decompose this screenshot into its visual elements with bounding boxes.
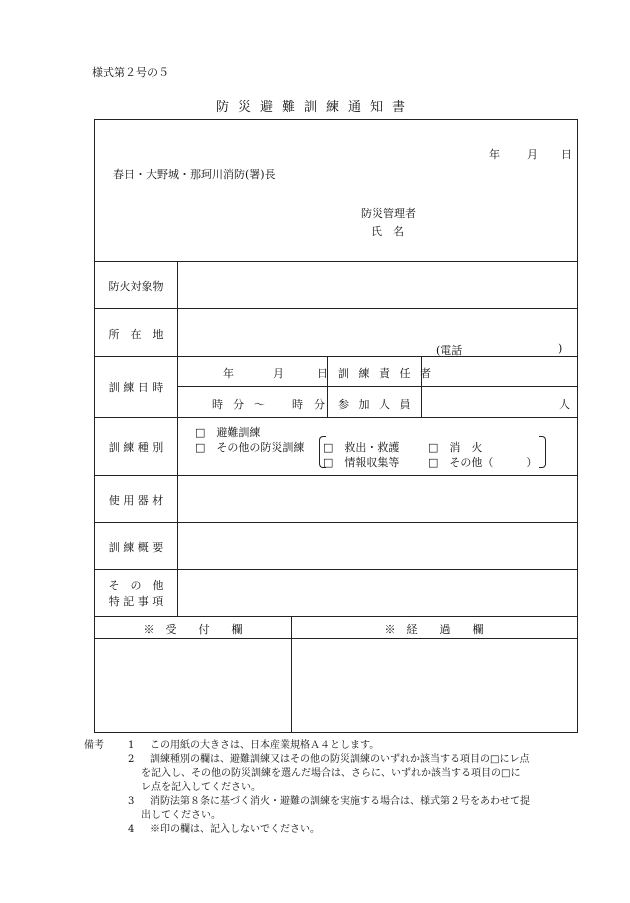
rule (95, 638, 577, 639)
label-supervisor: 訓 練 責 任 者 (338, 367, 434, 380)
label-location: 所 在 地 (108, 328, 164, 341)
label-target: 防火対象物 (108, 280, 164, 293)
reception-heading: ※ 受 付 欄 (143, 623, 243, 636)
rule (95, 308, 577, 309)
label-special-notes: 特 記 事 項 (108, 595, 164, 608)
manager-label: 防災管理者 (361, 207, 416, 220)
note-2-line-1: 訓練種別の欄は、避難訓練又はその他の防災訓練のいずれか該当する項目の□にレ点 (150, 754, 530, 765)
time-minute-end: 分 (314, 398, 325, 411)
brace-right (539, 436, 546, 468)
option-rescue[interactable]: □ 救出・救護 (323, 441, 400, 454)
notes-heading: 備考 (84, 740, 104, 751)
option-evacuation[interactable]: □ 避難訓練 (195, 426, 261, 439)
note-3-line-2: 出してください。 (141, 810, 221, 821)
time-hour-start: 時 (212, 398, 223, 411)
rule (95, 475, 577, 476)
rule (95, 356, 577, 357)
notification-form (94, 119, 578, 733)
note-1-number: 1 (128, 740, 135, 751)
label-equipment: 使 用 器 材 (108, 494, 164, 507)
rule (177, 261, 178, 616)
header-date-month: 月 (527, 148, 538, 161)
rule (95, 261, 577, 262)
header-date-day: 日 (561, 148, 572, 161)
document-title: 防災避難訓練通知書 (215, 100, 414, 115)
option-firefighting[interactable]: □ 消 火 (428, 441, 483, 454)
note-1: この用紙の大きさは、日本産業規格Ａ４とします。 (150, 740, 380, 751)
training-year: 年 (223, 367, 234, 380)
time-hour-end: 時 (292, 398, 303, 411)
note-2-line-2: を記入し、その他の防災訓練を選んだ場合は、さらに、いずれか該当する項目の□に (141, 768, 521, 779)
time-tilde: ～ (254, 398, 265, 411)
form-number: 様式第２号の５ (92, 66, 169, 79)
rule (95, 569, 577, 570)
note-2-line-3: レ点を記入してください。 (141, 782, 261, 793)
label-participants: 参 加 人 員 (338, 398, 414, 411)
participants-unit: 人 (559, 398, 570, 411)
note-2-number: 2 (128, 754, 135, 765)
rule (95, 616, 577, 617)
note-4-number: 4 (128, 824, 135, 835)
rule (177, 386, 577, 387)
option-other[interactable]: □ その他（ ） (428, 456, 538, 469)
training-day: 日 (317, 367, 328, 380)
label-other: そ の 他 (108, 579, 164, 592)
phone-open: (電話 (436, 344, 463, 357)
progress-heading: ※ 経 過 欄 (384, 623, 484, 636)
addressee: 春日・大野城・那珂川消防(署)長 (113, 168, 276, 181)
time-minute-start: 分 (233, 398, 244, 411)
training-month: 月 (273, 367, 284, 380)
rule (95, 417, 577, 418)
option-other-disaster[interactable]: □ その他の防災訓練 (195, 441, 305, 454)
label-training-type: 訓 練 種 別 (108, 441, 164, 454)
option-info-gathering[interactable]: □ 情報収集等 (323, 456, 400, 469)
phone-close: ) (558, 342, 563, 355)
note-3-line-1: 消防法第８条に基づく消火・避難の訓練を実施する場合は、様式第２号をあわせて提 (150, 796, 530, 807)
label-training-date: 訓 練 日 時 (108, 381, 164, 394)
manager-name-label: 氏 名 (371, 225, 404, 238)
label-summary: 訓 練 概 要 (108, 541, 164, 554)
note-3-number: 3 (128, 796, 135, 807)
header-date-year: 年 (489, 148, 500, 161)
note-4: ※印の欄は、記入しないでください。 (150, 824, 320, 835)
rule (95, 522, 577, 523)
